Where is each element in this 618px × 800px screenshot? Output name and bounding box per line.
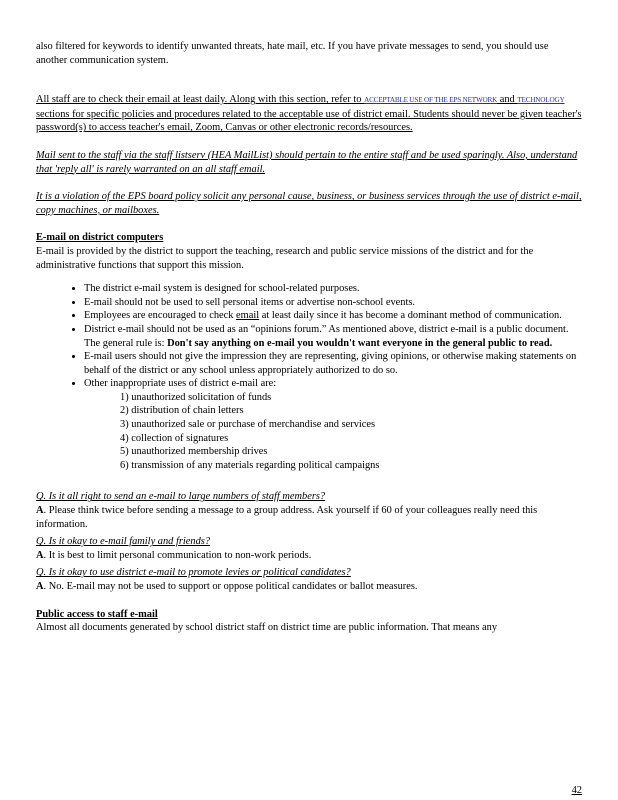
check-email-paragraph [36, 93, 582, 135]
faq-question-3: Q. Is it okay to use district e-mail to promote levies or political candidates? [36, 567, 351, 579]
sub-list-item: 3) unauthorized sale or purchase of merchandise and services [120, 419, 376, 431]
list-item: • E-mail should not be used to sell personal items or advertise non-school events. [84, 296, 582, 310]
check-email-text-1: All staff are to check their email at least daily. Along with this section, refer to [36, 94, 365, 106]
faq-answer-2 [36, 549, 582, 563]
faq-answer-1 [36, 504, 582, 531]
intro-continuation: also filtered for keywords to identify unwanted threats, hate mail, etc. If you have private messages to send, you should use another communication system. [36, 41, 549, 66]
email-section-intro: E-mail is provided by the district to support the teaching, research and public service missions of the district and for the administrative functions that support this mission. [36, 245, 534, 271]
faq-answer-3 [36, 580, 582, 594]
violation-paragraph: It is a violation of the EPS board policy solicit any personal cause, business, or business services through the use of district e-mail, copy machines, or mailboxes. [36, 191, 582, 216]
sub-list-item: 4) collection of signatures [120, 432, 229, 444]
answer-text: . It is best to limit personal communication to non-work periods. [43, 549, 312, 561]
acceptable-use-link[interactable]: ACCEPTABLE USE OF THE EPS NETWORK [364, 96, 498, 105]
page-number: 42 [571, 785, 582, 796]
staff-listserv-paragraph: Mail sent to the staff via the staff listserv (HEA MailList) should pertain to the entire staff and be used sparingly. Also, understand that 'reply all' is rarely warranted on an all staff email. [36, 149, 578, 175]
list-item-text: Other inappropriate uses of district e-mail are: [84, 378, 277, 390]
answer-text: . Please think twice before sending a message to a group address. Ask yourself if 60 of your colleagues really need this information. [36, 505, 538, 530]
sub-list-item: 1) unauthorized solicitation of funds [120, 391, 272, 403]
public-access-heading: Public access to staff e-mail [36, 608, 158, 620]
check-email-and: and [497, 94, 518, 106]
answer-label: A [36, 581, 44, 592]
email-section-heading: E-mail on district computers [36, 232, 164, 244]
list-item [84, 309, 582, 323]
list-item: • E-mail users should not give the impression they are representing, giving opinions, or otherwise making statements on behalf of the district or any school unless appropriately authorized to do so. [84, 350, 582, 377]
answer-label: A [36, 505, 44, 517]
list-item [84, 323, 582, 350]
sub-list-item: 5) unauthorized membership drives [120, 446, 268, 458]
sub-list-item: 6) transmission of any materials regarding political campaigns [120, 459, 380, 471]
public-access-text: Almost all documents generated by school district staff on district time are public information. That means any [36, 622, 498, 634]
answer-text: . No. E-mail may not be used to support or oppose political candidates or ballot measures. [43, 581, 418, 592]
faq-question-2: Q. Is it okay to e-mail family and friends? [36, 536, 211, 548]
list-item: • The district e-mail system is designed for school-related purposes. [84, 282, 582, 296]
check-email-text-2: sections for specific policies and procedures related to the acceptable use of district email. Students should never be given teacher's password(s) to access teacher's email, Zoom, Canvas or other electronic records/resources. [36, 108, 582, 134]
faq-question-1: Q. Is it all right to send an e-mail to large numbers of staff members? [36, 491, 326, 503]
sub-list-item: 2) distribution of chain letters [120, 405, 244, 417]
list-item-text: District e-mail should not be used as an “opinions forum.” As mentioned above, district e-mail is a public document. The general rule is: [84, 323, 569, 349]
technology-link[interactable]: TECHNOLOGY [517, 96, 565, 105]
document-page [36, 40, 582, 635]
answer-label: A [36, 549, 44, 561]
email-link[interactable]: email [236, 310, 260, 322]
general-rule-text: Don't say anything on e-mail you wouldn't want everyone in the general public to read. [167, 337, 553, 349]
list-item-text: at least daily since it has become a dominant method of communication. [259, 310, 562, 322]
list-item-text: Employees are encouraged to check [84, 310, 237, 322]
list-item [84, 377, 582, 472]
email-policy-list [36, 282, 582, 472]
inappropriate-uses-list [84, 391, 582, 473]
